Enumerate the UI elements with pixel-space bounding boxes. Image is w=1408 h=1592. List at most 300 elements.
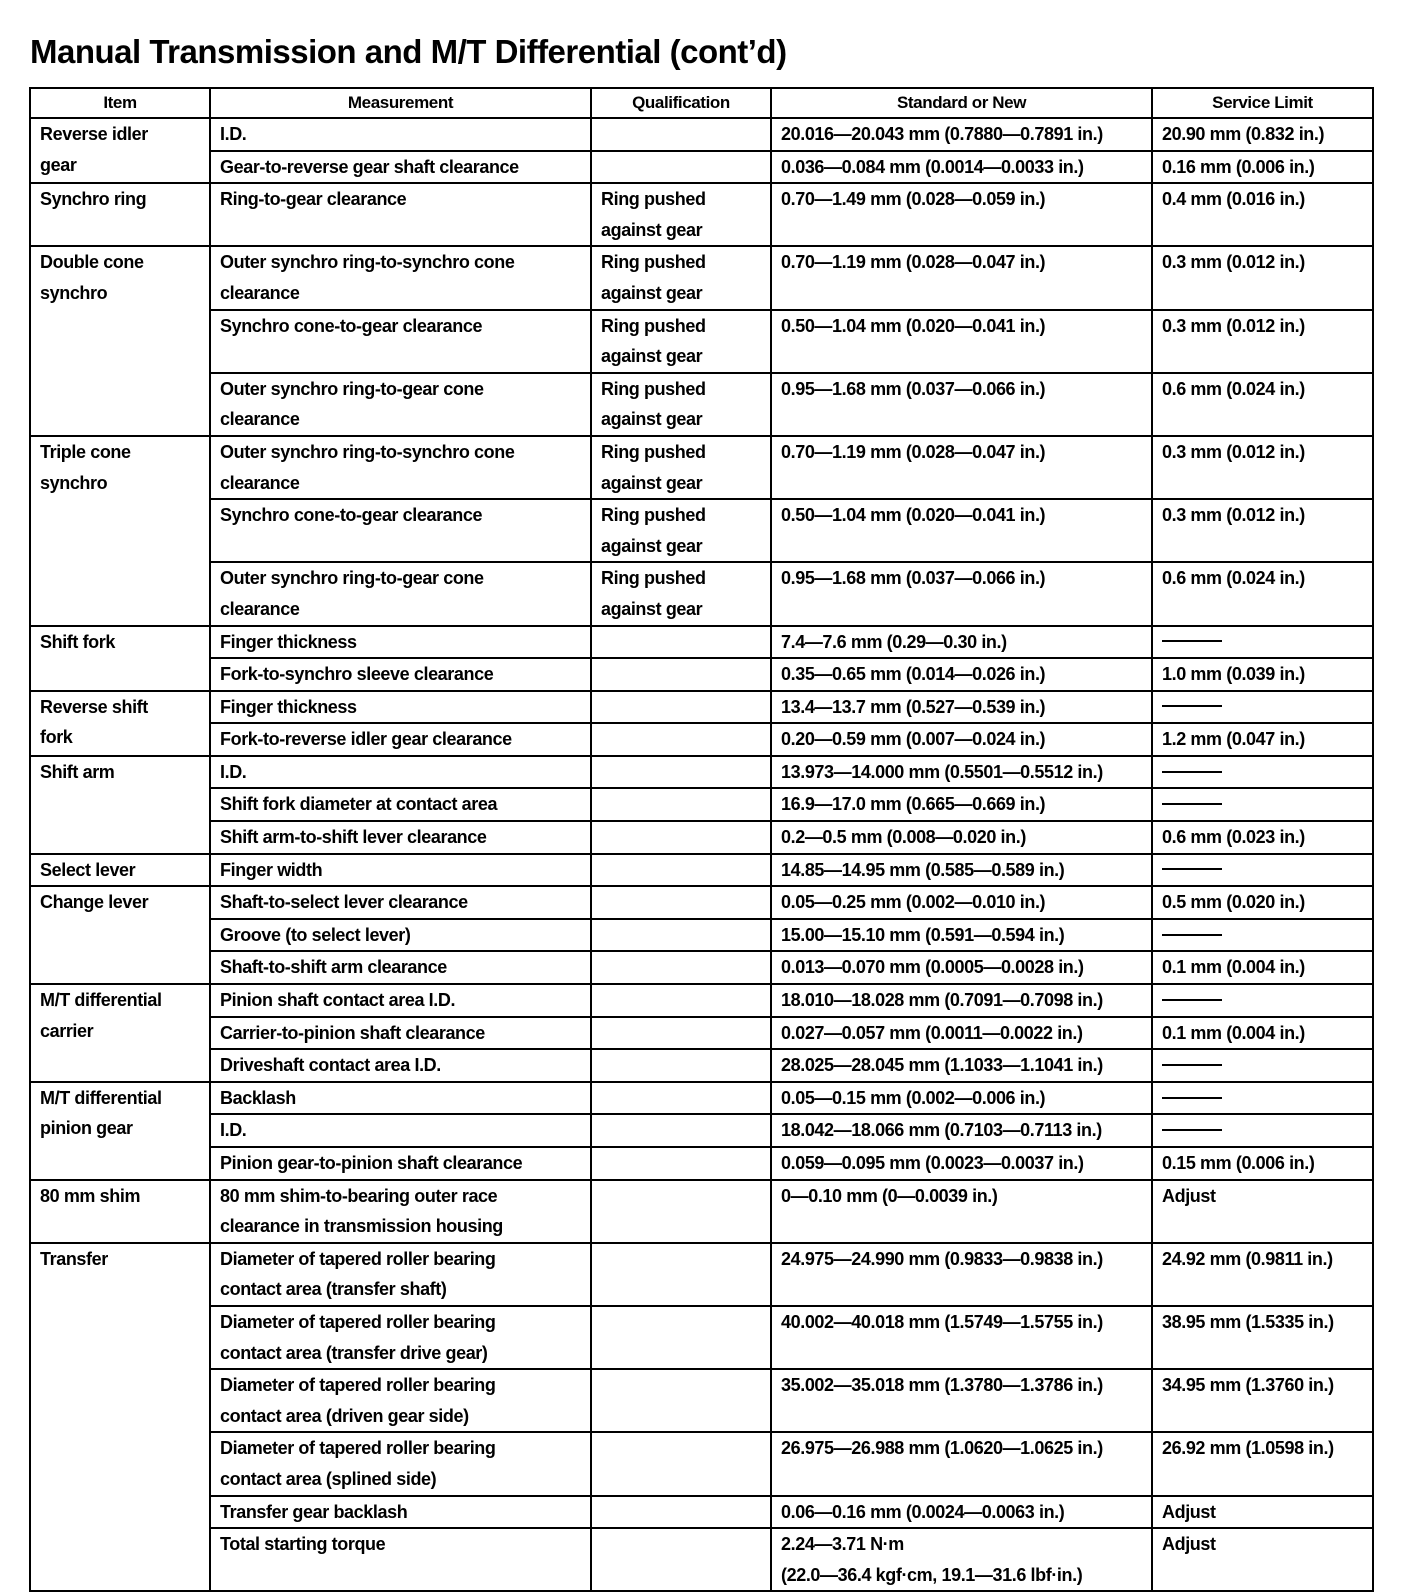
standard-cell	[771, 1496, 1152, 1529]
item-cell	[30, 246, 210, 436]
service-limit-cell	[1152, 183, 1373, 246]
specifications-table	[29, 87, 1374, 1592]
qualification-cell	[591, 984, 771, 1017]
measurement-cell-text: Pinion gear-to-pinion shaft clearance	[220, 1153, 523, 1173]
standard-cell-text: 15.00—15.10 mm (0.591—0.594 in.)	[781, 924, 1065, 945]
service-limit-cell	[1152, 1369, 1373, 1432]
measurement-cell	[210, 756, 591, 789]
qualification-cell	[591, 151, 771, 184]
measurement-cell	[210, 1082, 591, 1115]
header-service-limit: Service Limit	[1152, 88, 1373, 118]
measurement-cell	[210, 1432, 591, 1495]
standard-cell	[771, 183, 1152, 246]
standard-cell-text: 13.4—13.7 mm (0.527—0.539 in.)	[781, 696, 1046, 717]
measurement-cell-text: Synchro cone-to-gear clearance	[220, 505, 483, 526]
measurement-cell-text: Shaft-to-shift arm clearance	[220, 957, 447, 978]
service-limit-text: 0.4 mm (0.016 in.)	[1162, 189, 1305, 210]
standard-cell	[771, 821, 1152, 854]
qualification-cell	[591, 1243, 771, 1306]
standard-cell	[771, 1243, 1152, 1306]
table-row	[30, 499, 1373, 562]
qualification-cell	[591, 1432, 771, 1495]
standard-cell-text: 18.010—18.028 mm (0.7091—0.7098 in.)	[781, 990, 1103, 1011]
item-label: synchro	[40, 282, 108, 303]
measurement-cell-text: Carrier-to-pinion shaft clearance	[220, 1022, 485, 1043]
standard-cell-text: 13.973—14.000 mm (0.5501—0.5512 in.)	[781, 761, 1103, 782]
standard-cell-text: 0.70—1.19 mm (0.028—0.047 in.)	[781, 252, 1046, 273]
measurement-cell	[210, 658, 591, 691]
service-limit-text: 26.92 mm (1.0598 in.)	[1162, 1438, 1334, 1459]
item-cell	[30, 118, 210, 183]
standard-cell-text: 0.013—0.070 mm (0.0005—0.0028 in.)	[781, 957, 1084, 978]
measurement-cell	[210, 788, 591, 821]
qualification-cell	[591, 1147, 771, 1180]
standard-cell	[771, 373, 1152, 436]
measurement-cell-text: Outer synchro ring-to-gear cone	[220, 568, 484, 589]
service-limit-cell	[1152, 1496, 1373, 1529]
qualification-cell	[591, 373, 771, 436]
table-row	[30, 1147, 1373, 1180]
page-title: Manual Transmission and M/T Differential (cont’d)	[30, 33, 787, 70]
measurement-cell-text: Finger thickness	[220, 696, 357, 717]
measurement-cell	[210, 183, 591, 246]
standard-cell-text: 35.002—35.018 mm (1.3780—1.3786 in.)	[781, 1375, 1103, 1396]
not-applicable-dash	[1162, 1097, 1222, 1099]
standard-cell	[771, 919, 1152, 952]
item-cell	[30, 1082, 210, 1180]
standard-cell	[771, 1180, 1152, 1243]
measurement-cell-text: clearance in transmission housing	[220, 1216, 503, 1237]
not-applicable-dash	[1162, 999, 1222, 1001]
standard-cell	[771, 118, 1152, 151]
qualification-cell-text: against gear	[601, 598, 703, 619]
qualification-cell-text: Ring pushed	[601, 315, 706, 336]
item-label: M/T differential	[40, 990, 162, 1011]
table-row	[30, 1528, 1373, 1591]
standard-cell	[771, 1049, 1152, 1082]
item-label: Double cone	[40, 252, 144, 273]
qualification-cell	[591, 436, 771, 499]
service-limit-text: 0.1 mm (0.004 in.)	[1162, 1022, 1305, 1043]
item-label: pinion gear	[40, 1118, 133, 1139]
standard-cell-text: 40.002—40.018 mm (1.5749—1.5755 in.)	[781, 1311, 1103, 1332]
service-limit-text: 0.6 mm (0.023 in.)	[1162, 827, 1305, 848]
table-row	[30, 1243, 1373, 1306]
qualification-cell	[591, 691, 771, 724]
not-applicable-dash	[1162, 771, 1222, 773]
item-label: synchro	[40, 472, 108, 493]
measurement-cell	[210, 1496, 591, 1529]
table-row	[30, 658, 1373, 691]
qualification-cell-text: against gear	[601, 535, 703, 556]
service-limit-cell	[1152, 1082, 1373, 1115]
qualification-cell	[591, 1049, 771, 1082]
item-cell	[30, 691, 210, 756]
item-cell	[30, 886, 210, 984]
table-row	[30, 183, 1373, 246]
service-limit-cell	[1152, 1528, 1373, 1591]
standard-cell-text: 0.05—0.25 mm (0.002—0.010 in.)	[781, 892, 1046, 913]
measurement-cell	[210, 886, 591, 919]
measurement-cell	[210, 1049, 591, 1082]
standard-cell-text: 0.50—1.04 mm (0.020—0.041 in.)	[781, 315, 1046, 336]
table-row	[30, 723, 1373, 756]
standard-cell	[771, 310, 1152, 373]
qualification-cell-text: Ring pushed	[601, 189, 706, 210]
item-cell	[30, 436, 210, 626]
table-row	[30, 373, 1373, 436]
service-limit-text: 1.0 mm (0.039 in.)	[1162, 664, 1305, 685]
measurement-cell-text: Diameter of tapered roller bearing	[220, 1311, 496, 1332]
table-body	[30, 118, 1373, 1591]
table-row	[30, 118, 1373, 151]
measurement-cell-text: contact area (transfer drive gear)	[220, 1342, 488, 1363]
item-label: Select lever	[40, 859, 136, 880]
service-limit-cell	[1152, 788, 1373, 821]
qualification-cell	[591, 1369, 771, 1432]
table-row	[30, 919, 1373, 952]
table-row	[30, 691, 1373, 724]
qualification-cell-text: Ring pushed	[601, 441, 706, 462]
standard-cell-text: 20.016—20.043 mm (0.7880—0.7891 in.)	[781, 124, 1103, 144]
service-limit-cell	[1152, 1180, 1373, 1243]
table-row	[30, 984, 1373, 1017]
qualification-cell	[591, 951, 771, 984]
measurement-cell-text: Fork-to-reverse idler gear clearance	[220, 729, 512, 750]
table-row	[30, 1369, 1373, 1432]
measurement-cell	[210, 436, 591, 499]
qualification-cell	[591, 499, 771, 562]
item-label: Shift fork	[40, 631, 115, 652]
measurement-cell-text: Outer synchro ring-to-synchro cone	[220, 441, 515, 462]
standard-cell-text: 18.042—18.066 mm (0.7103—0.7113 in.)	[781, 1120, 1102, 1141]
standard-cell-text: 7.4—7.6 mm (0.29—0.30 in.)	[781, 631, 1007, 652]
standard-cell-text: 0.70—1.49 mm (0.028—0.059 in.)	[781, 189, 1046, 210]
measurement-cell-text: clearance	[220, 598, 300, 619]
standard-cell	[771, 436, 1152, 499]
measurement-cell-text: clearance	[220, 472, 300, 493]
standard-cell	[771, 1017, 1152, 1050]
measurement-cell-text: Fork-to-synchro sleeve clearance	[220, 664, 494, 685]
standard-cell-text: 0.35—0.65 mm (0.014—0.026 in.)	[781, 664, 1046, 685]
item-label: Triple cone	[40, 441, 131, 462]
qualification-cell-text: Ring pushed	[601, 505, 706, 526]
qualification-cell	[591, 886, 771, 919]
service-limit-text: Adjust	[1162, 1501, 1216, 1522]
item-cell	[30, 183, 210, 246]
service-limit-text: 34.95 mm (1.3760 in.)	[1162, 1375, 1334, 1396]
measurement-cell-text: Shaft-to-select lever clearance	[220, 892, 468, 913]
service-limit-cell	[1152, 951, 1373, 984]
measurement-cell-text: Outer synchro ring-to-gear cone	[220, 378, 484, 399]
measurement-cell	[210, 1017, 591, 1050]
measurement-cell	[210, 1528, 591, 1591]
measurement-cell	[210, 1369, 591, 1432]
measurement-cell-text: Gear-to-reverse gear shaft clearance	[220, 156, 519, 177]
qualification-cell	[591, 1306, 771, 1369]
table-row	[30, 626, 1373, 659]
service-limit-text: 1.2 mm (0.047 in.)	[1162, 729, 1305, 750]
measurement-cell	[210, 1114, 591, 1147]
service-limit-text: 0.3 mm (0.012 in.)	[1162, 252, 1305, 273]
standard-cell-text: 0.70—1.19 mm (0.028—0.047 in.)	[781, 441, 1046, 462]
service-limit-cell	[1152, 151, 1373, 184]
item-label: M/T differential	[40, 1087, 162, 1108]
service-limit-cell	[1152, 1114, 1373, 1147]
service-limit-cell	[1152, 626, 1373, 659]
header-item: Item	[30, 88, 210, 118]
item-cell	[30, 626, 210, 691]
standard-cell	[771, 151, 1152, 184]
service-limit-text: 24.92 mm (0.9811 in.)	[1162, 1248, 1333, 1269]
table-row	[30, 562, 1373, 625]
standard-cell-text: 0.027—0.057 mm (0.0011—0.0022 in.)	[781, 1022, 1083, 1043]
item-cell	[30, 756, 210, 854]
table-row	[30, 1114, 1373, 1147]
standard-cell-text: 0.50—1.04 mm (0.020—0.041 in.)	[781, 505, 1046, 526]
measurement-cell-text: Backlash	[220, 1087, 296, 1108]
measurement-cell	[210, 151, 591, 184]
qualification-cell	[591, 919, 771, 952]
item-label: Change lever	[40, 892, 149, 913]
measurement-cell-text: Groove (to select lever)	[220, 924, 411, 945]
service-limit-cell	[1152, 1049, 1373, 1082]
qualification-cell	[591, 1528, 771, 1591]
table-row	[30, 821, 1373, 854]
measurement-cell	[210, 562, 591, 625]
measurement-cell	[210, 854, 591, 887]
item-label: Shift arm	[40, 761, 115, 782]
table-row	[30, 951, 1373, 984]
measurement-cell	[210, 373, 591, 436]
header-measurement: Measurement	[210, 88, 591, 118]
item-label: fork	[40, 727, 73, 748]
service-limit-cell	[1152, 1432, 1373, 1495]
standard-cell	[771, 626, 1152, 659]
measurement-cell-text: Finger width	[220, 859, 323, 880]
measurement-cell	[210, 821, 591, 854]
table-header-row	[30, 88, 1373, 118]
service-limit-text: Adjust	[1162, 1185, 1216, 1206]
qualification-cell	[591, 723, 771, 756]
measurement-cell-text: contact area (transfer shaft)	[220, 1279, 447, 1300]
qualification-cell	[591, 854, 771, 887]
qualification-cell	[591, 1017, 771, 1050]
service-limit-text: 0.15 mm (0.006 in.)	[1162, 1153, 1315, 1173]
measurement-cell	[210, 499, 591, 562]
service-limit-cell	[1152, 118, 1373, 151]
standard-cell	[771, 723, 1152, 756]
table-row	[30, 151, 1373, 184]
not-applicable-dash	[1162, 934, 1222, 936]
measurement-cell-text: Shift fork diameter at contact area	[220, 794, 498, 815]
measurement-cell-text: I.D.	[220, 761, 247, 782]
standard-cell	[771, 1432, 1152, 1495]
qualification-cell-text: Ring pushed	[601, 378, 706, 399]
measurement-cell-text: Diameter of tapered roller bearing	[220, 1248, 496, 1269]
service-limit-cell	[1152, 499, 1373, 562]
measurement-cell-text: Transfer gear backlash	[220, 1501, 408, 1522]
item-cell	[30, 1180, 210, 1243]
service-limit-text: 20.90 mm (0.832 in.)	[1162, 124, 1325, 144]
qualification-cell	[591, 1082, 771, 1115]
not-applicable-dash	[1162, 705, 1222, 707]
standard-cell-text: 24.975—24.990 mm (0.9833—0.9838 in.)	[781, 1248, 1103, 1269]
standard-cell	[771, 658, 1152, 691]
measurement-cell-text: Pinion shaft contact area I.D.	[220, 990, 456, 1011]
standard-cell	[771, 691, 1152, 724]
item-label: Reverse idler	[40, 124, 148, 144]
qualification-cell	[591, 246, 771, 309]
table-row	[30, 436, 1373, 499]
measurement-cell	[210, 691, 591, 724]
measurement-cell-text: I.D.	[220, 1120, 247, 1141]
standard-cell	[771, 1528, 1152, 1591]
standard-cell	[771, 756, 1152, 789]
service-limit-text: 0.3 mm (0.012 in.)	[1162, 315, 1305, 336]
service-limit-cell	[1152, 1017, 1373, 1050]
measurement-cell-text: 80 mm shim-to-bearing outer race	[220, 1185, 498, 1206]
item-cell	[30, 984, 210, 1082]
standard-cell-text: 0.95—1.68 mm (0.037—0.066 in.)	[781, 568, 1046, 589]
qualification-cell	[591, 788, 771, 821]
standard-cell	[771, 499, 1152, 562]
standard-cell	[771, 246, 1152, 309]
standard-cell	[771, 1306, 1152, 1369]
service-limit-cell	[1152, 723, 1373, 756]
standard-cell	[771, 1082, 1152, 1115]
standard-cell-text: 0.20—0.59 mm (0.007—0.024 in.)	[781, 729, 1046, 750]
qualification-cell-text: against gear	[601, 282, 703, 303]
qualification-cell-text: Ring pushed	[601, 568, 706, 589]
service-limit-cell	[1152, 310, 1373, 373]
service-limit-text: 38.95 mm (1.5335 in.)	[1162, 1311, 1334, 1332]
item-label: carrier	[40, 1020, 94, 1041]
qualification-cell	[591, 626, 771, 659]
measurement-cell-text: Finger thickness	[220, 631, 357, 652]
table-row	[30, 1306, 1373, 1369]
service-limit-cell	[1152, 919, 1373, 952]
measurement-cell-text: contact area (driven gear side)	[220, 1405, 469, 1426]
measurement-cell-text: Ring-to-gear clearance	[220, 189, 407, 210]
qualification-cell-text: against gear	[601, 472, 703, 493]
standard-cell-text: 26.975—26.988 mm (1.0620—1.0625 in.)	[781, 1438, 1103, 1459]
standard-cell-text: 14.85—14.95 mm (0.585—0.589 in.)	[781, 859, 1065, 880]
not-applicable-dash	[1162, 1064, 1222, 1066]
measurement-cell-text: Driveshaft contact area I.D.	[220, 1055, 441, 1076]
standard-cell	[771, 854, 1152, 887]
measurement-cell-text: Outer synchro ring-to-synchro cone	[220, 252, 515, 273]
not-applicable-dash	[1162, 868, 1222, 870]
measurement-cell	[210, 1243, 591, 1306]
service-limit-cell	[1152, 854, 1373, 887]
measurement-cell	[210, 1306, 591, 1369]
measurement-cell	[210, 1147, 591, 1180]
table-row	[30, 1180, 1373, 1243]
service-limit-cell	[1152, 436, 1373, 499]
measurement-cell	[210, 723, 591, 756]
qualification-cell	[591, 821, 771, 854]
standard-cell-text: 2.24—3.71 N·m	[781, 1534, 904, 1555]
measurement-cell	[210, 984, 591, 1017]
table-row	[30, 756, 1373, 789]
table-row	[30, 1017, 1373, 1050]
measurement-cell-text: contact area (splined side)	[220, 1468, 437, 1489]
standard-cell-text: 0.05—0.15 mm (0.002—0.006 in.)	[781, 1087, 1046, 1108]
standard-cell	[771, 562, 1152, 625]
service-limit-cell	[1152, 886, 1373, 919]
not-applicable-dash	[1162, 803, 1222, 805]
service-limit-cell	[1152, 984, 1373, 1017]
measurement-cell	[210, 626, 591, 659]
service-limit-cell	[1152, 1243, 1373, 1306]
standard-cell	[771, 1369, 1152, 1432]
qualification-cell	[591, 118, 771, 151]
measurement-cell-text: I.D.	[220, 124, 247, 144]
item-label: gear	[40, 154, 77, 175]
standard-cell	[771, 886, 1152, 919]
service-limit-cell	[1152, 756, 1373, 789]
table-row	[30, 854, 1373, 887]
measurement-cell-text: Total starting torque	[220, 1534, 386, 1555]
table-row	[30, 788, 1373, 821]
measurement-cell-text: Synchro cone-to-gear clearance	[220, 315, 483, 336]
standard-cell-text: 0.95—1.68 mm (0.037—0.066 in.)	[781, 378, 1046, 399]
service-limit-cell	[1152, 658, 1373, 691]
standard-cell-text: (22.0—36.4 kgf·cm, 19.1—31.6 lbf·in.)	[781, 1564, 1083, 1585]
qualification-cell-text: against gear	[601, 219, 703, 240]
qualification-cell-text: against gear	[601, 346, 703, 367]
measurement-cell-text: Diameter of tapered roller bearing	[220, 1438, 496, 1459]
not-applicable-dash	[1162, 640, 1222, 642]
standard-cell-text: 0.2—0.5 mm (0.008—0.020 in.)	[781, 827, 1026, 848]
qualification-cell	[591, 562, 771, 625]
qualification-cell	[591, 658, 771, 691]
service-limit-cell	[1152, 1147, 1373, 1180]
measurement-cell	[210, 310, 591, 373]
table-row	[30, 886, 1373, 919]
qualification-cell-text: against gear	[601, 409, 703, 430]
service-limit-text: Adjust	[1162, 1534, 1216, 1555]
service-limit-cell	[1152, 246, 1373, 309]
header-standard: Standard or New	[771, 88, 1152, 118]
measurement-cell	[210, 246, 591, 309]
measurement-cell	[210, 951, 591, 984]
standard-cell-text: 0.036—0.084 mm (0.0014—0.0033 in.)	[781, 156, 1084, 177]
standard-cell-text: 16.9—17.0 mm (0.665—0.669 in.)	[781, 794, 1046, 815]
service-limit-text: 0.3 mm (0.012 in.)	[1162, 441, 1305, 462]
service-limit-cell	[1152, 373, 1373, 436]
table-row	[30, 1432, 1373, 1495]
qualification-cell	[591, 1496, 771, 1529]
item-label: Reverse shift	[40, 696, 148, 717]
qualification-cell-text: Ring pushed	[601, 252, 706, 273]
service-limit-text: 0.3 mm (0.012 in.)	[1162, 505, 1305, 526]
measurement-cell	[210, 118, 591, 151]
table-row	[30, 246, 1373, 309]
standard-cell	[771, 984, 1152, 1017]
table-row	[30, 310, 1373, 373]
standard-cell	[771, 1114, 1152, 1147]
header-qualification: Qualification	[591, 88, 771, 118]
service-limit-cell	[1152, 1306, 1373, 1369]
item-cell	[30, 1243, 210, 1592]
measurement-cell-text: clearance	[220, 409, 300, 430]
standard-cell	[771, 788, 1152, 821]
service-limit-text: 0.5 mm (0.020 in.)	[1162, 892, 1305, 913]
table-row	[30, 1496, 1373, 1529]
not-applicable-dash	[1162, 1129, 1222, 1131]
